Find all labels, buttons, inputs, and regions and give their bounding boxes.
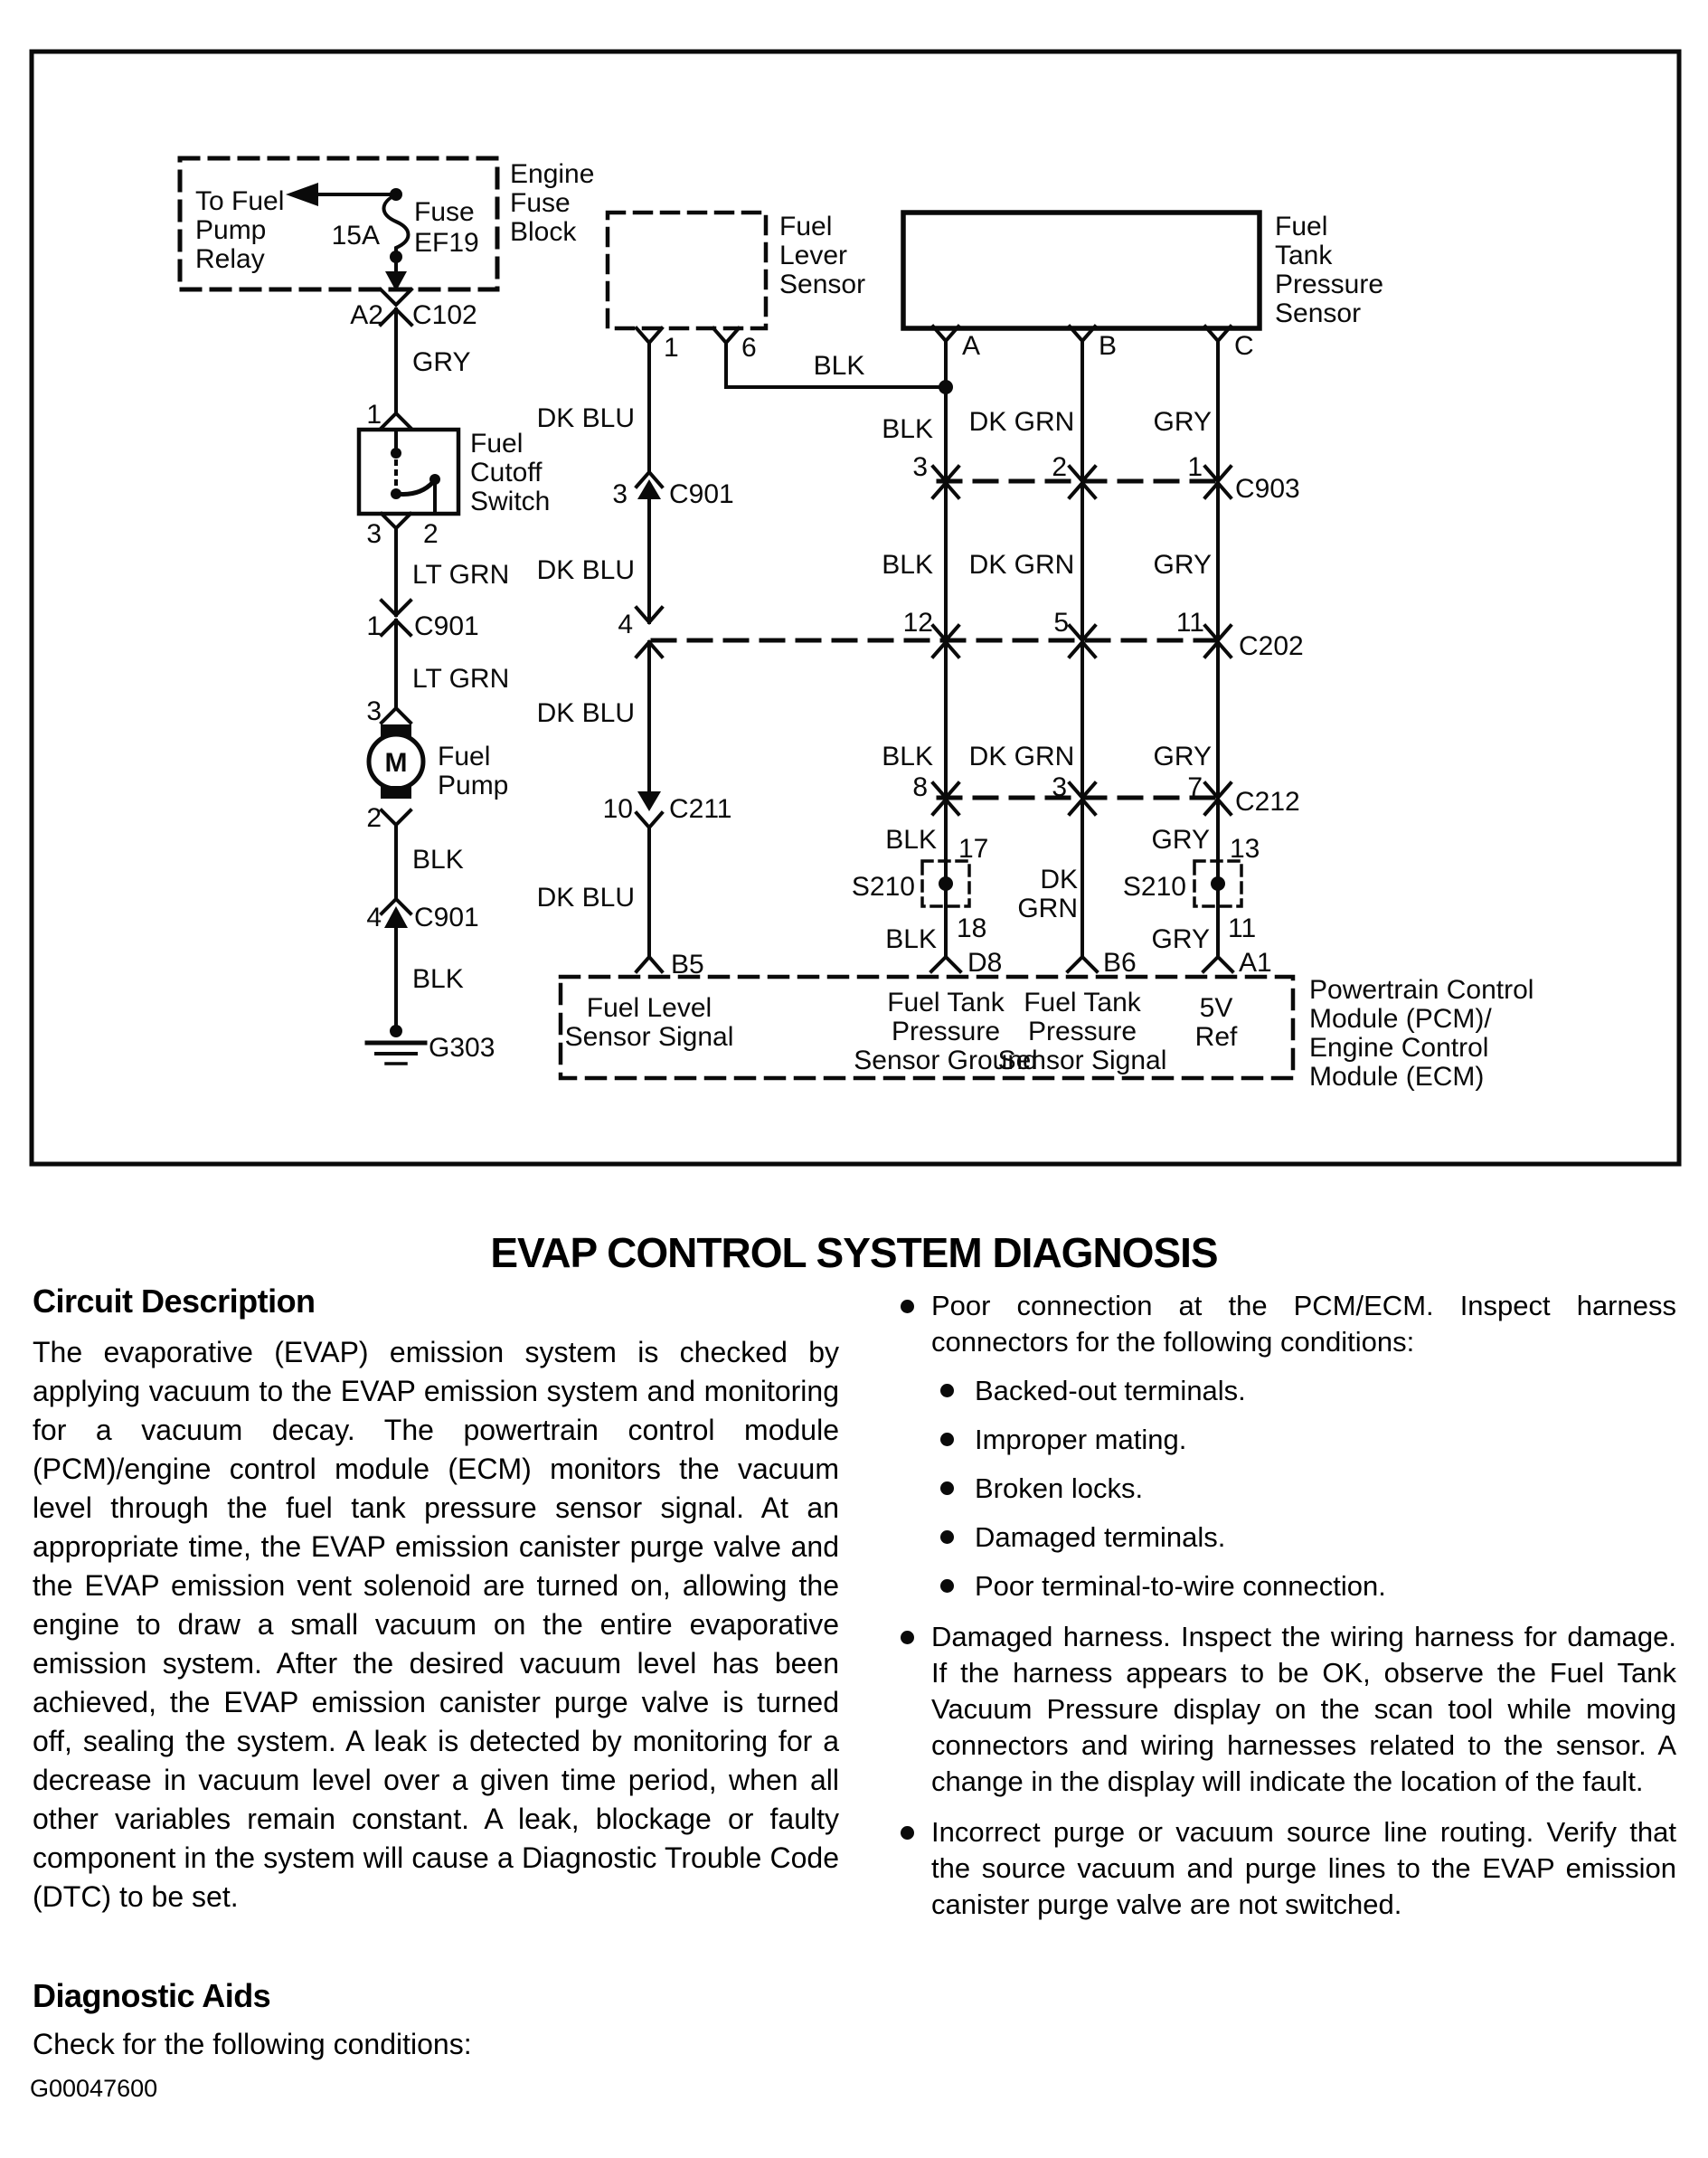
diagram-label: To Fuel [195,186,285,216]
diagram-label: DK BLU [536,403,635,433]
diagram-label: C [1234,331,1254,361]
diagram-label: 4 [618,610,633,639]
diagnostic-aids-intro: Check for the following conditions: [33,2028,472,2060]
bullet-icon [901,1631,914,1644]
diagram-label: 3 [366,696,382,726]
circuit-description-section [33,1282,839,1917]
ground-symbol-g303 [367,1025,425,1064]
diagnostic-aids-heading: Diagnostic Aids [33,1977,271,2014]
diagram-label: A1 [1239,948,1272,978]
pin-6-icon [713,328,739,343]
condition-item [931,1288,1676,1604]
diagram-label: GRY [1153,550,1212,580]
diagram-label: Sensor Ground [854,1046,1038,1075]
bullet-icon [940,1384,954,1397]
page-title: EVAP CONTROL SYSTEM DIAGNOSIS [490,1229,1218,1276]
diagram-label: Fuse [414,197,475,227]
diagram-label: Fuel [1275,212,1328,241]
diagram-label: LT GRN [412,560,510,590]
diagram-label: EF19 [414,228,479,258]
bullet-icon [940,1530,954,1544]
diagram-label: Fuel [438,742,491,771]
diagram-label: GRY [1151,924,1210,954]
diagram-label: BLK [885,825,937,855]
diagram-label: Pressure [1275,270,1384,299]
sub-condition-text: Damaged terminals. [975,1521,1226,1553]
sub-condition-text: Poor terminal-to-wire connection. [975,1570,1386,1602]
connector-c202-row [653,626,1231,657]
diagram-label: Sensor [779,270,866,299]
diagram-label: 5V [1199,993,1233,1023]
diagram-label: GRY [1153,742,1212,771]
diagram-label: 3 [612,479,628,509]
fuel-tank-pressure-sensor-box [903,213,1260,328]
pin-b6-icon [1068,957,1097,971]
diagram-label: Relay [195,244,265,274]
diagram-label: 6 [741,333,757,363]
sub-condition-text: Backed-out terminals. [975,1375,1246,1406]
bullet-icon [940,1433,954,1446]
condition-item [931,1619,1676,1800]
diagram-label: Sensor Signal [997,1046,1167,1075]
condition-text: Damaged harness. Inspect the wiring harness for damage. If the harness appears to be OK, observe the Fuel Tank Vacuum Pressure display on the scan tool while moving connectors and wiring harnesses related to the sensor. A change in the display will indicate the location of the fault. [931,1621,1676,1797]
bullet-icon [901,1300,914,1313]
diagram-label: 17 [958,834,989,864]
diagram-label: Module (ECM) [1309,1062,1485,1092]
diagram-label: BLK [412,964,464,994]
diagram-label: Sensor Signal [564,1022,734,1052]
diagram-label: Pressure [891,1017,1001,1046]
diagram-label: 3 [1052,772,1067,802]
diagram-label: GRY [1151,825,1210,855]
diagram-label: 7 [1187,772,1203,802]
diagram-label: Fuel Tank [887,988,1005,1017]
diagram-label: C212 [1235,787,1300,817]
diagram-label: C901 [414,903,479,932]
diagram-label: Fuse [510,188,571,218]
diagram-label: 4 [366,903,382,932]
pin-a1-icon [1203,957,1232,971]
diagram-label: 13 [1230,834,1260,864]
fuel-cutoff-switch [359,430,458,514]
diagram-label: Tank [1275,241,1333,270]
connector-c901-pin3-icon [637,472,662,499]
diagram-label: 18 [957,913,987,943]
diagram-label: 3 [912,452,928,482]
diagram-label: DK [1040,865,1078,894]
diagram-label: Block [510,217,577,247]
diagram-label: Fuel Level [586,993,712,1023]
diagram-label: 8 [912,772,928,802]
diagram-label: Cutoff [470,458,543,487]
diagnostic-aids-section [33,1977,472,2061]
diagram-label: Pump [195,215,267,245]
diagram-label: Module (PCM)/ [1309,1004,1492,1034]
diagram-label: BLK [882,550,933,580]
sub-condition-item [975,1471,1676,1507]
condition-text: Incorrect purge or vacuum source line routing. Verify that the source vacuum and purge lines to the EVAP emission canister purge valve are not switched. [931,1816,1676,1920]
diagram-label: Engine Control [1309,1033,1489,1063]
diagram-label: M [384,748,408,778]
diagram-label: Pump [438,771,509,800]
sub-condition-item [975,1519,1676,1556]
conditions-list [931,1288,1676,1923]
diagram-label: 15A [331,221,380,251]
fuse-ef19-icon [384,194,409,263]
diagram-label: C102 [412,300,477,330]
diagram-label: A [962,331,981,361]
diagram-label: Fuel Tank [1024,988,1141,1017]
bullet-icon [901,1826,914,1840]
diagram-label: DK GRN [968,550,1075,580]
diagram-label: DK BLU [536,883,635,913]
diagram-label: C901 [669,479,734,509]
pin-3-icon [382,514,410,528]
sub-condition-item [975,1568,1676,1604]
diagram-label: B6 [1103,948,1137,978]
pin-1-icon [382,413,410,428]
diagram-label: S210 [1122,872,1186,902]
pin-b5-icon [637,957,662,971]
diagram-label: B5 [671,950,704,980]
circuit-description-text: The evaporative (EVAP) emission system is checked by applying vacuum to the EVAP emission system and monitoring for a vacuum decay. The powertrain control module (PCM)/engine control module (ECM) monitors the vacuum level through the fuel tank pressure sensor signal. At an appropriate time, the EVAP emission canister purge valve and the EVAP emission vent solenoid are turned on, allowing the engine to draw a small vacuum on the entire evaporative emission system. After the desired vacuum level has been achieved, the EVAP emission canister purge valve is turned off, sealing the system. A leak is detected by monitoring for a decrease in vacuum level over a given time period, when all other variables remain constant. A leak, blockage or faulty component in the system will cause a Diagnostic Trouble Code (DTC) to be set. [33,1336,839,1913]
diagram-label: Powertrain Control [1309,975,1534,1005]
sub-conditions-list [931,1373,1676,1604]
diagram-label: DK BLU [536,698,635,728]
diagram-label: 11 [1228,913,1257,943]
diagram-label: 10 [602,794,633,824]
diagram-label: Lever [779,241,848,270]
diagram-label: Engine [510,159,595,189]
connector-c901-pin4-icon [382,899,410,928]
diagram-label: GRY [1153,407,1212,437]
diagram-label: Switch [470,487,551,516]
diagram-label: BLK [882,742,933,771]
diagram-label: LT GRN [412,664,510,694]
diagram-label: BLK [882,414,933,444]
diagram-label: B [1099,331,1118,361]
figure-code: G00047600 [30,2075,158,2102]
pin-d8-icon [931,957,960,971]
diagram-label: 1 [366,400,382,430]
diagram-label: S210 [851,872,915,902]
diagram-label: C903 [1235,474,1300,504]
sub-condition-text: Broken locks. [975,1472,1144,1504]
condition-item [931,1814,1676,1923]
splice-junction-dot [939,380,953,394]
diagram-label: 1 [366,611,382,641]
diagram-label: C211 [669,794,732,824]
diagram-label: DK BLU [536,555,635,585]
connector-c211-icon [637,791,662,828]
diagram-label: 2 [423,519,439,549]
sub-condition-item [975,1373,1676,1409]
diagram-label: 5 [1053,608,1069,638]
diagram-label: Pressure [1027,1017,1137,1046]
diagram-label: 12 [902,608,933,638]
diagram-label: 1 [664,333,679,363]
diagram-label: BLK [813,351,865,381]
fuel-lever-sensor-box [608,213,766,328]
diagram-label: DK GRN [968,407,1075,437]
circuit-description-heading: Circuit Description [33,1282,316,1320]
diagram-label: D8 [967,948,1003,978]
diagram-label: G303 [429,1033,495,1063]
diagram-label: DK GRN [968,742,1075,771]
diagram-label: 2 [1052,452,1067,482]
bullet-icon [940,1579,954,1593]
diagram-label: 3 [366,519,382,549]
bullet-icon [940,1481,954,1495]
diagnostic-conditions-section [931,1288,1676,1937]
diagram-label: Ref [1194,1022,1238,1052]
diagram-label: BLK [412,845,464,875]
diagram-label: Sensor [1275,298,1362,328]
diagram-label: C901 [414,611,479,641]
sub-condition-text: Improper mating. [975,1424,1187,1455]
diagram-label: C202 [1239,631,1304,661]
diagram-label: GRN [1017,894,1078,923]
diagram-label: BLK [885,924,937,954]
diagram-label: 2 [366,803,382,833]
diagram-label: GRY [412,347,471,377]
diagram-label: 11 [1175,608,1204,638]
diagram-label: Fuel [470,429,524,459]
pin-1-icon [637,328,662,343]
sub-condition-item [975,1422,1676,1458]
diagram-label: 1 [1187,452,1203,482]
diagram-label: A2 [350,300,383,330]
condition-text: Poor connection at the PCM/ECM. Inspect harness connectors for the following conditions: [931,1290,1676,1358]
diagram-label: Fuel [779,212,833,241]
